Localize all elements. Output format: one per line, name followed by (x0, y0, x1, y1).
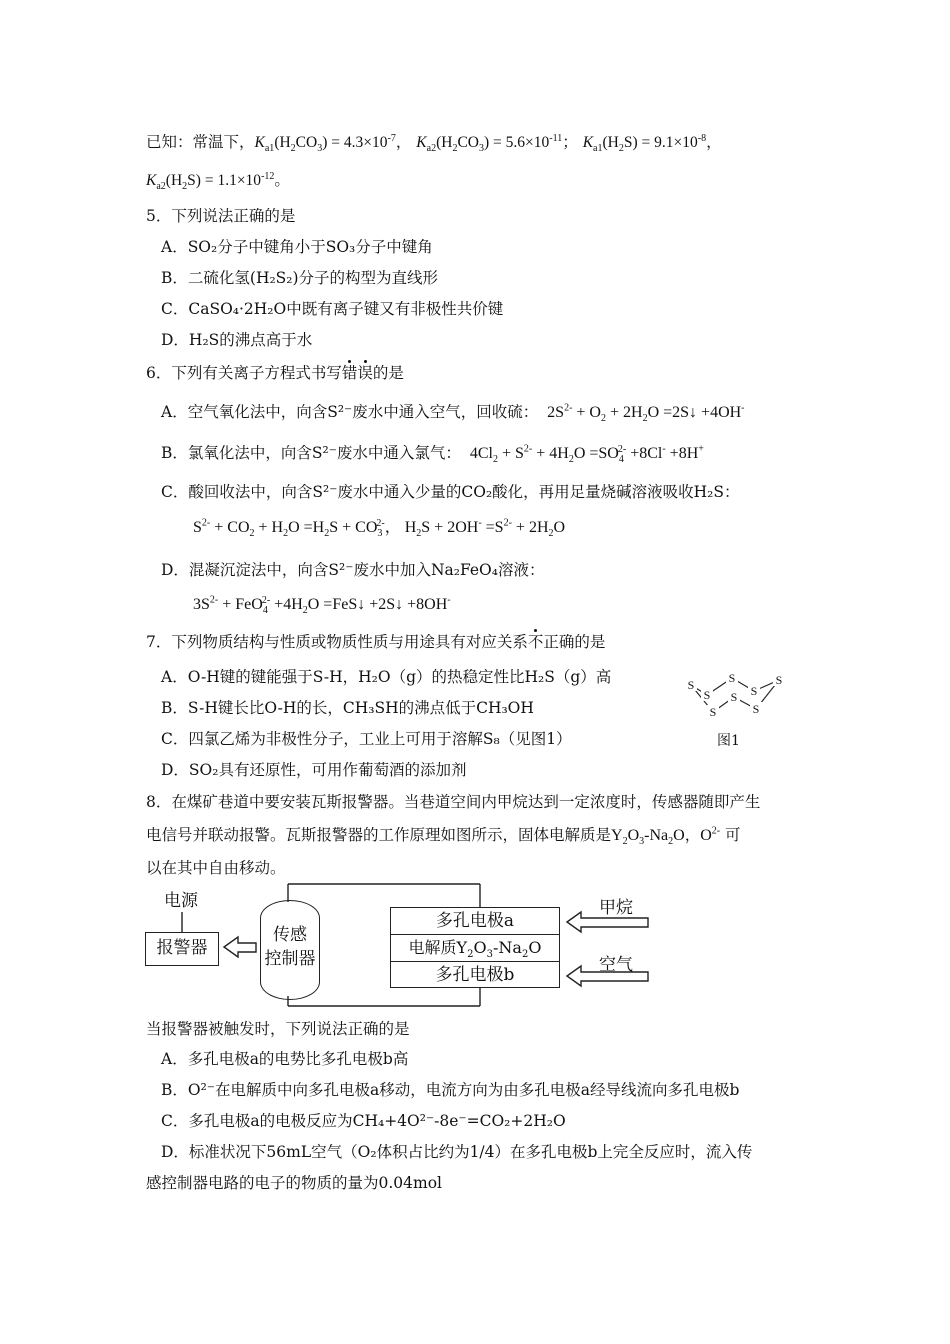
q5-option-c: C．CaSO₄·2H₂O中既有离子键又有非极性共价键 (161, 300, 504, 318)
known-constants-line2: $K_{a2}(H_2S) = 1.1\times 10^{-12}$。 (146, 170, 290, 193)
sensor-label-1: 传感 (273, 925, 307, 945)
q7-option-c: C．四氯乙烯为非极性分子，工业上可用于溶解S₈（见图1） (161, 730, 572, 748)
q8-option-a: A．多孔电极a的电势比多孔电极b高 (161, 1050, 409, 1068)
q8-line-3: 以在其中自由移动。 (146, 859, 286, 877)
equation-d: $3S^{2-} + FeO_4^{2-} +4H_2O$ =FeS↓ +2S↓ +8OH- (193, 594, 451, 617)
q8-option-d-line1: D．标准状况下56mL空气（O₂体积占比约为1/4）在多孔电极b上完全反应时，流入传 (161, 1143, 753, 1161)
q8-question: 当报警器被触发时，下列说法正确的是 (146, 1020, 410, 1038)
q5-option-d: D．H₂S的沸点高于水 (161, 331, 313, 349)
fuel-cell (390, 907, 560, 988)
q6-option-b: B．氯氧化法中，向含S²⁻废水中通入氯气： $4Cl_2 + S^{2-} + 4H_2O =SO_4^{2-} +8Cl^- +8H^+$ (161, 443, 704, 466)
q7-option-a: A．O-H键的键能强于S-H，H₂O（g）的热稳定性比H₂S（g）高 (161, 668, 612, 686)
q8-option-c: C．多孔电极a的电极反应为CH₄+4O²⁻-8e⁻=CO₂+2H₂O (161, 1112, 566, 1130)
sensor-controller (260, 900, 320, 1000)
q5-option-a: A．SO₂分子中键角小于SO₃分子中键角 (161, 238, 433, 256)
electrolyte: 电解质$Y_2O_3-Na_2O$ (391, 935, 559, 962)
methane-label: 甲烷 (599, 898, 633, 918)
q6-stem: 6．下列有关离子方程式书写错误的是 (146, 364, 404, 382)
known-constants-line1: 已知：常温下，$K_{a1}(H_2CO_3) = 4.3\times 10^{-7}$， $K_{a2}(H_2CO_3) = 5.6\times 10^{-11}$； $K_{a1}(H_2S) = 9.1\times 10^{-8}$， (146, 132, 722, 155)
electrode-b: 多孔电极b (435, 965, 515, 985)
equation-c: $S^{2-} + CO_2 + H_2O =H_2S + CO_3^{2-}$， $H_2S + 2OH^- =S^{2-} + 2H_2O$ (193, 517, 566, 540)
q7-stem: 7．下列物质结构与性质或物质性质与用途具有对应关系不正确的是 (146, 633, 606, 651)
s-atom: S (730, 690, 738, 704)
emphasis-dot-2: 误 (357, 364, 373, 382)
s-atom: S (709, 705, 717, 719)
q8-option-d-line2: 感控制器电路的电子的物质的量为0.04mol (146, 1174, 442, 1192)
figure-1-caption: 图1 (717, 733, 740, 749)
s-atom: S (775, 673, 783, 687)
q8-line-1: 8．在煤矿巷道中要安装瓦斯报警器。当巷道空间内甲烷达到一定浓度时，传感器随即产生 (146, 793, 761, 811)
q8-option-b: B．O²⁻在电解质中向多孔电极a移动，电流方向为由多孔电极a经导线流向多孔电极b (161, 1081, 740, 1099)
equation-b: $4Cl_2 + S^{2-} + 4H_2O =SO_4^{2-} +8Cl^- +8H^+$ (465, 443, 704, 466)
s8-ring-figure (676, 664, 806, 724)
emphasis-dot-1: 错 (341, 364, 358, 382)
q5-option-b: B．二硫化氢(H₂S₂)分子的构型为直线形 (161, 269, 439, 287)
s-atom: S (687, 678, 695, 692)
s-atom: S (728, 671, 736, 685)
s-atom: S (703, 688, 711, 702)
q5-stem: 5．下列说法正确的是 (146, 207, 296, 225)
emphasis-dot-3: 不 (527, 633, 544, 651)
q6-option-a: A．空气氧化法中，向含S²⁻废水中通入空气，回收硫： $2S^{2-} + O_2 + 2H_2O$ =2S↓ +4OH- (161, 402, 745, 425)
q7-option-d: D．SO₂具有还原性，可用作葡萄酒的添加剂 (161, 761, 467, 779)
q8-line-2: 电信号并联动报警。瓦斯报警器的工作原理如图所示，固体电解质是$Y_2O_3-Na_2O$，$O^{2-}$ 可 (146, 825, 741, 848)
s-atom: S (752, 702, 760, 716)
air-label: 空气 (599, 955, 633, 975)
sensor-label-2: 控制器 (264, 949, 316, 969)
q6-option-d: D．混凝沉淀法中，向含S²⁻废水中加入Na₂FeO₄溶液： (161, 561, 545, 579)
alarm-box: 报警器 (145, 932, 219, 966)
q6-option-c: C．酸回收法中，向含S²⁻废水中通入少量的CO₂酸化，再用足量烧碱溶液吸收H₂S： (161, 483, 740, 501)
electrode-a: 多孔电极a (391, 908, 559, 935)
power-source-label: 电源 (164, 891, 198, 911)
q7-option-b: B．S-H键长比O-H的长，CH₃SH的沸点低于CH₃OH (161, 699, 534, 717)
s-atom: S (750, 684, 758, 698)
equation-a: $2S^{2-} + O_2 + 2H_2O$ =2S↓ +4OH- (543, 402, 745, 425)
